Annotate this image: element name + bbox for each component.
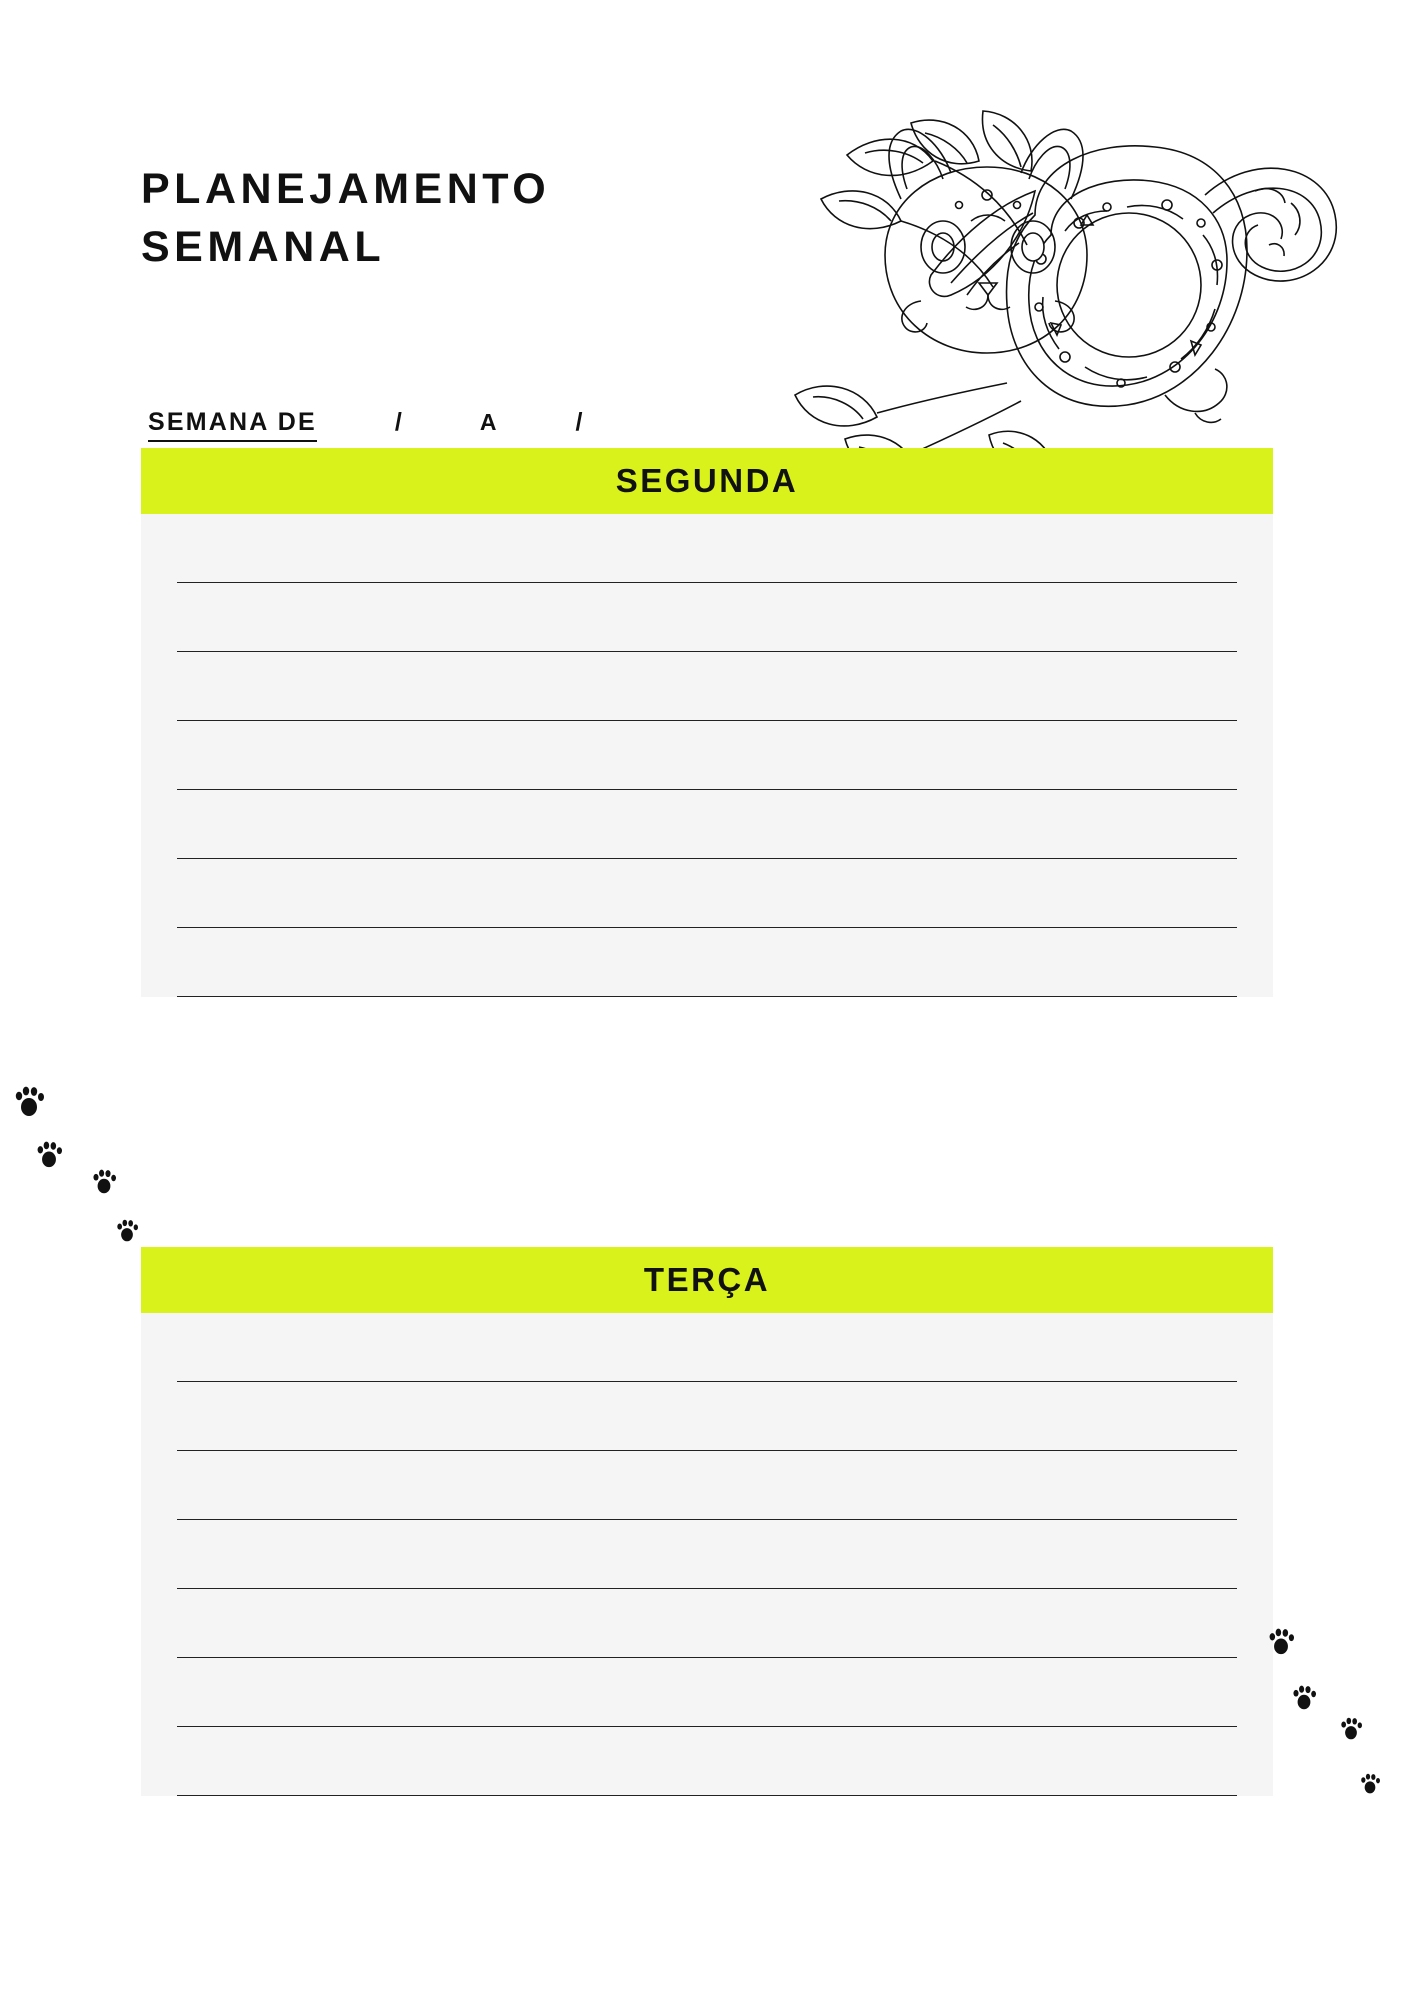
week-of-label: SEMANA DE [148, 408, 317, 442]
day-header-terca [141, 1247, 1273, 1313]
writing-line[interactable] [141, 1451, 1273, 1520]
paw-print-icon [1268, 1627, 1294, 1657]
week-separator-1: / [394, 408, 402, 436]
day-header-segunda [141, 448, 1273, 514]
paw-print-icon [36, 1140, 62, 1170]
day-header-label: SEGUNDA [615, 462, 799, 499]
writing-line[interactable] [141, 514, 1273, 583]
writing-line[interactable] [141, 652, 1273, 721]
writing-line[interactable] [141, 1658, 1273, 1727]
page-title [141, 160, 761, 276]
page-title-line-1: PLANEJAMENTO [141, 165, 551, 213]
paw-print-icon [14, 1085, 44, 1119]
day-header-label: TERÇA [643, 1261, 771, 1298]
day-lines-terca [141, 1313, 1273, 1796]
paw-print-icon [1340, 1716, 1362, 1742]
writing-line[interactable] [141, 790, 1273, 859]
page-title-line-2: SEMANAL [141, 223, 386, 272]
writing-line[interactable] [141, 721, 1273, 790]
writing-line[interactable] [141, 1382, 1273, 1451]
day-lines-segunda [141, 514, 1273, 997]
writing-line[interactable] [141, 928, 1273, 997]
week-join-label: A [479, 409, 498, 435]
day-section-segunda [141, 448, 1273, 997]
paw-print-icon [116, 1218, 138, 1244]
writing-line[interactable] [141, 1313, 1273, 1382]
paw-print-icon [1292, 1684, 1316, 1712]
day-section-terca [141, 1247, 1273, 1796]
writing-line[interactable] [141, 1520, 1273, 1589]
writing-line[interactable] [141, 1589, 1273, 1658]
paw-print-icon [92, 1168, 116, 1196]
writing-line[interactable] [141, 583, 1273, 652]
writing-line[interactable] [141, 859, 1273, 928]
week-of-row [148, 408, 660, 442]
writing-line[interactable] [141, 1727, 1273, 1796]
paw-print-icon [1360, 1772, 1380, 1796]
mandala-cat-icon [735, 95, 1355, 470]
week-separator-2: / [575, 408, 583, 436]
